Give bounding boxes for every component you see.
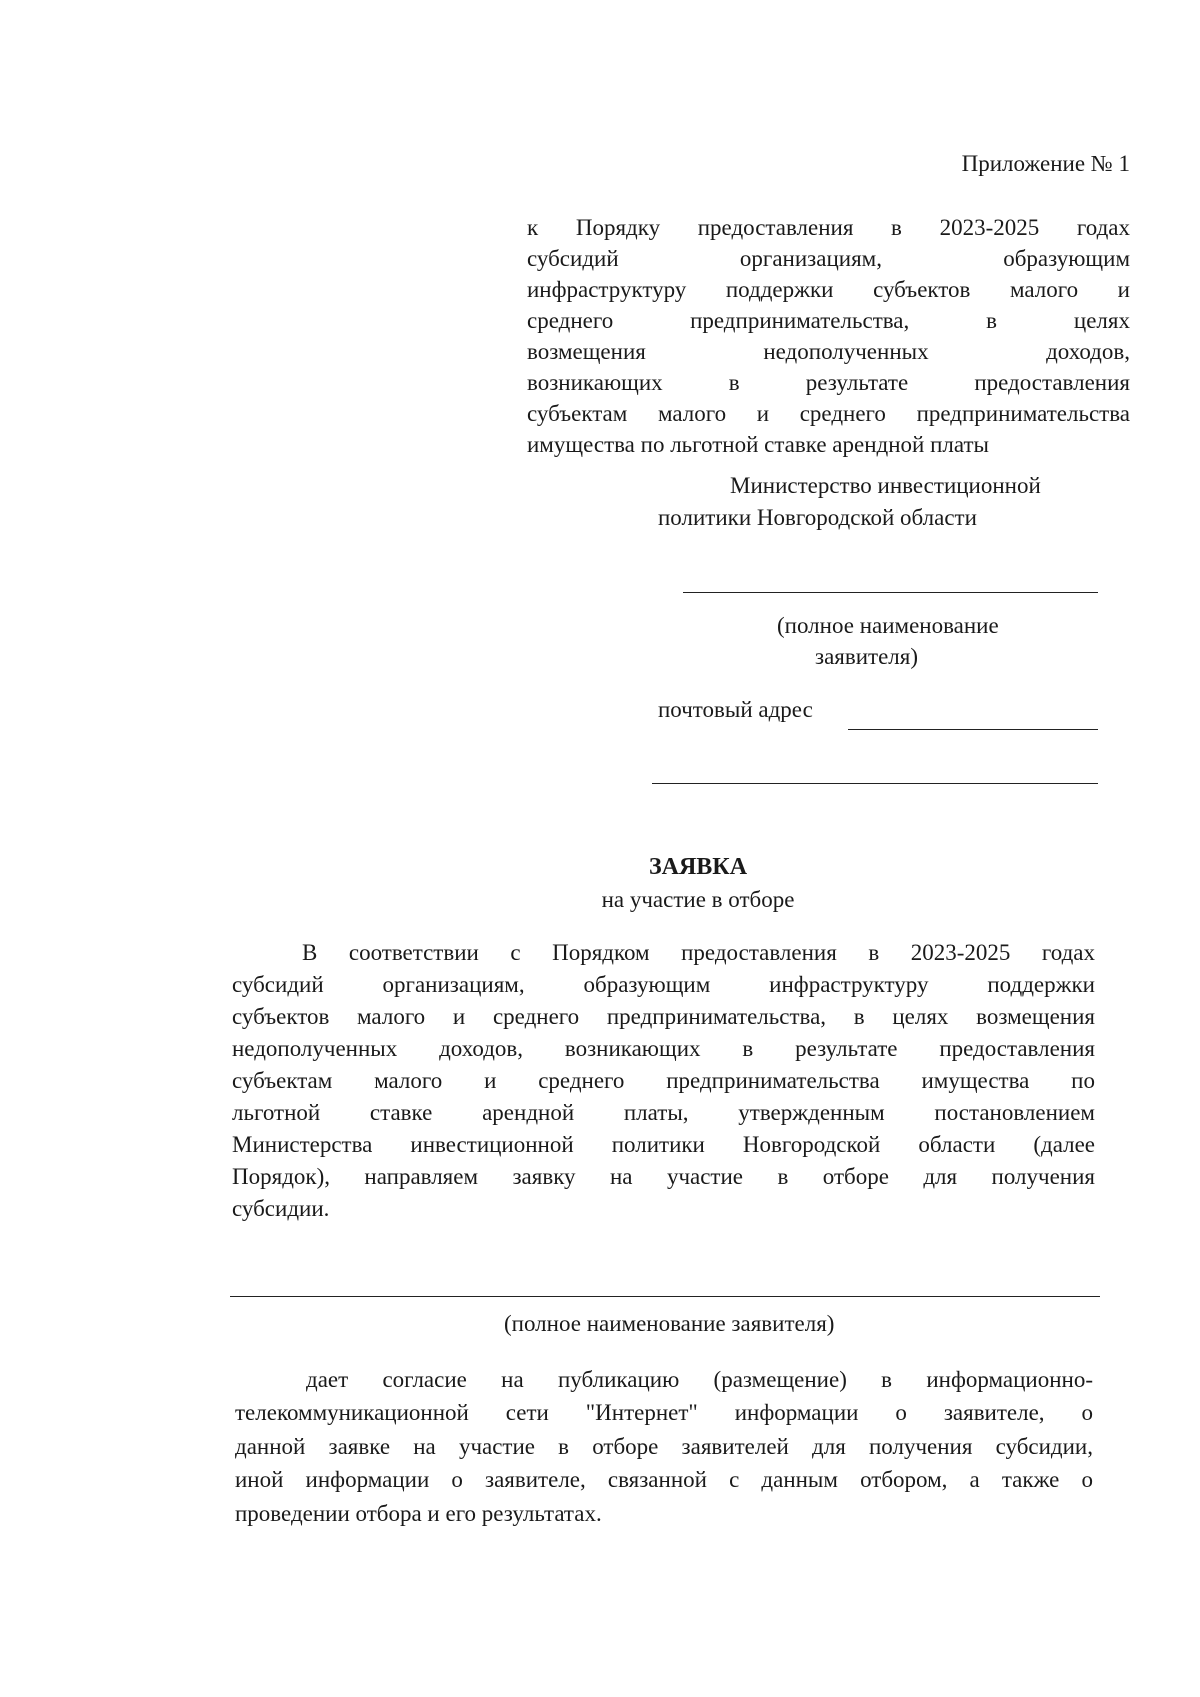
ministry-name-line1: Министерство инвестиционной (730, 473, 1041, 498)
ministry-name-line2: политики Новгородской области (658, 505, 977, 530)
appendix-number: Приложение № 1 (961, 151, 1130, 176)
appendix-line: возмещения недополученных доходов, (527, 339, 1130, 364)
consent-line: иной информации о заявителе, связанной с данным отбором, а также о (235, 1467, 1093, 1492)
postal-address-blank-line-2 (652, 783, 1098, 784)
paragraph-line: субсидии. (232, 1196, 330, 1221)
paragraph-line: недополученных доходов, возникающих в результате предоставления (232, 1036, 1095, 1061)
paragraph-line: Министерства инвестиционной политики Новгородской области (далее (232, 1132, 1095, 1157)
paragraph-line: В соответствии с Порядком предоставления в 2023-2025 годах (302, 940, 1095, 965)
appendix-line: субсидий организациям, образующим (527, 246, 1130, 271)
paragraph-line: льготной ставке арендной платы, утвержденным постановлением (232, 1100, 1095, 1125)
paragraph-line: субъектам малого и среднего предпринимательства имущества по (232, 1068, 1095, 1093)
applicant-name-blank-line (683, 592, 1098, 593)
consent-line: телекоммуникационной сети "Интернет" информации о заявителе, о (235, 1400, 1093, 1425)
document-title: ЗАЯВКА (648, 854, 748, 880)
paragraph-line: Порядок), направляем заявку на участие в отборе для получения (232, 1164, 1095, 1189)
appendix-line: инфраструктуру поддержки субъектов малого и (527, 277, 1130, 302)
appendix-line: субъектам малого и среднего предпринимательства (527, 401, 1130, 426)
applicant-name-caption-line2: заявителя) (815, 644, 919, 669)
appendix-line: имущества по льготной ставке арендной платы (527, 432, 989, 457)
paragraph-line: субъектов малого и среднего предпринимательства, в целях возмещения (232, 1004, 1095, 1029)
consent-line: данной заявке на участие в отборе заявителей для получения субсидии, (235, 1434, 1093, 1459)
applicant-full-name-caption: (полное наименование заявителя) (504, 1311, 835, 1336)
consent-line: дает согласие на публикацию (размещение) в информационно- (306, 1367, 1093, 1392)
consent-line: проведении отбора и его результатах. (235, 1501, 602, 1526)
document-subtitle: на участие в отборе (601, 887, 795, 912)
postal-address-blank-line (848, 729, 1098, 730)
applicant-name-caption-line1: (полное наименование (777, 613, 999, 638)
appendix-line: к Порядку предоставления в 2023-2025 годах (527, 215, 1130, 240)
postal-address-label: почтовый адрес (658, 697, 813, 722)
paragraph-line: субсидий организациям, образующим инфраструктуру поддержки (232, 972, 1095, 997)
applicant-full-name-blank-line (230, 1296, 1100, 1297)
appendix-line: среднего предпринимательства, в целях (527, 308, 1130, 333)
appendix-line: возникающих в результате предоставления (527, 370, 1130, 395)
